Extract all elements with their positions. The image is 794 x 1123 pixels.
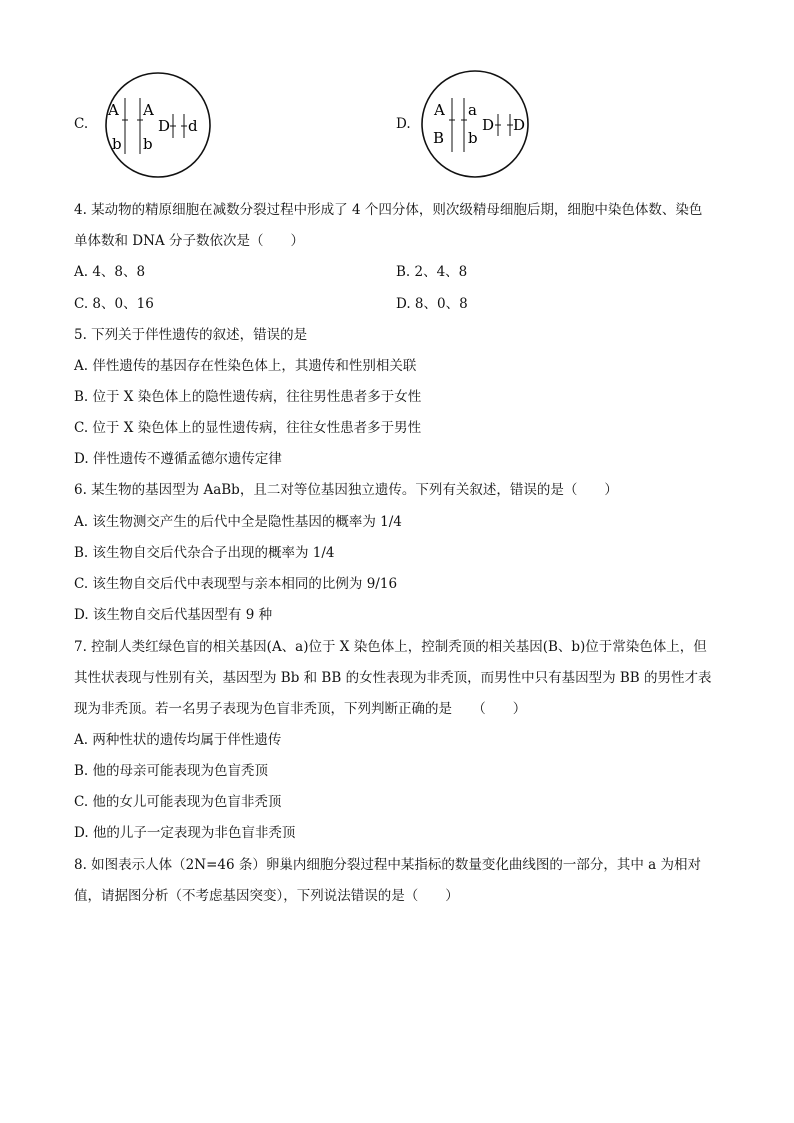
q7-stem-line2: 其性状表现与性别有关，基因型为 Bb 和 BB 的女性表现为非秃顶，而男性中只有基因型为 BB 的男性才表	[74, 670, 712, 686]
q6-option-d[interactable]: D. 该生物自交后代基因型有 9 种	[74, 607, 273, 623]
gene-label: B	[433, 129, 445, 147]
q5-option-a[interactable]: A. 伴性遗传的基因存在性染色体上，其遗传和性别相关联	[74, 358, 417, 374]
q4-stem-line1: 4. 某动物的精原细胞在减数分裂过程中形成了 4 个四分体，则次级精母细胞后期，细胞中染色体数、染色	[74, 202, 703, 218]
q6-option-a[interactable]: A. 该生物测交产生的后代中全是隐性基因的概率为 1/4	[74, 514, 402, 530]
q7-stem-line3: 现为非秃顶。若一名男子表现为色盲非秃顶，下列判断正确的是 （ ）	[74, 701, 527, 717]
q5-option-c[interactable]: C. 位于 X 染色体上的显性遗传病，往往女性患者多于男性	[74, 420, 422, 436]
gene-label: A	[143, 101, 154, 119]
q7-stem-line1: 7. 控制人类红绿色盲的相关基因(A、a)位于 X 染色体上，控制秃顶的相关基因(B、b)位于常染色体上，但	[74, 639, 707, 655]
q4-option-a[interactable]: A. 4、8、8	[74, 264, 146, 280]
q4-stem-line2: 单体数和 DNA 分子数依次是（ ）	[74, 233, 304, 249]
q5-stem: 5. 下列关于伴性遗传的叙述，错误的是	[74, 327, 308, 343]
q8-stem-line2: 值，请据图分析（不考虑基因突变），下列说法错误的是（ ）	[74, 888, 459, 904]
gene-label: b	[468, 129, 478, 147]
q4-option-c[interactable]: C. 8、0、16	[74, 296, 154, 312]
gene-label: b	[112, 135, 122, 153]
q8-stem-line1: 8. 如图表示人体（2N=46 条）卵巢内细胞分裂过程中某指标的数量变化曲线图的一部分，其中 a 为相对	[74, 857, 701, 873]
q7-option-a[interactable]: A. 两种性状的遗传均属于伴性遗传	[74, 732, 282, 748]
gene-label: D	[158, 117, 171, 135]
gene-label: d	[188, 117, 198, 135]
gene-label: b	[143, 135, 153, 153]
q7-option-b[interactable]: B. 他的母亲可能表现为色盲秃顶	[74, 763, 269, 779]
q6-stem: 6. 某生物的基因型为 AaBb，且二对等位基因独立遗传。下列有关叙述，错误的是（ ）	[74, 482, 618, 498]
gene-label: D	[482, 116, 495, 134]
q7-option-d[interactable]: D. 他的儿子一定表现为非色盲非秃顶	[74, 825, 296, 841]
gene-label: a	[468, 101, 477, 119]
option-c-label: C.	[74, 116, 89, 132]
q6-option-b[interactable]: B. 该生物自交后代杂合子出现的概率为 1/4	[74, 545, 335, 561]
q4-option-b[interactable]: B. 2、4、8	[396, 264, 468, 280]
gene-label: A	[434, 101, 445, 119]
cell-diagram-d	[418, 68, 532, 180]
q6-option-c[interactable]: C. 该生物自交后代中表现型与亲本相同的比例为 9/16	[74, 576, 398, 592]
gene-label: A	[108, 101, 119, 119]
q5-option-b[interactable]: B. 位于 X 染色体上的隐性遗传病，往往男性患者多于女性	[74, 389, 422, 405]
gene-label: D	[513, 116, 526, 134]
cell-diagram-c	[96, 70, 220, 180]
q7-option-c[interactable]: C. 他的女儿可能表现为色盲非秃顶	[74, 794, 282, 810]
option-d-label: D.	[396, 116, 411, 132]
q4-option-d[interactable]: D. 8、0、8	[396, 296, 468, 312]
q5-option-d[interactable]: D. 伴性遗传不遵循孟德尔遗传定律	[74, 451, 282, 467]
